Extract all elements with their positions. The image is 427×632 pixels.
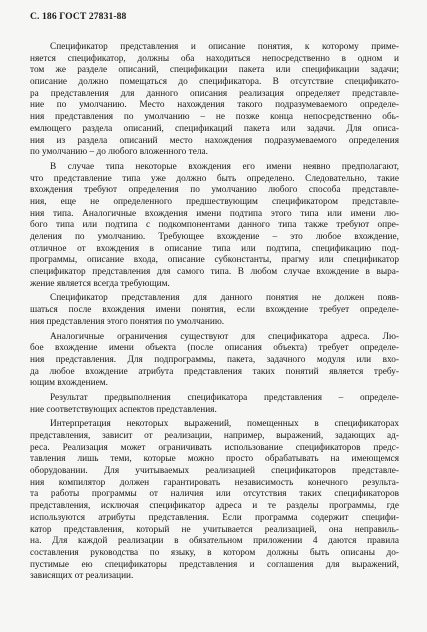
- text-line: Интерпретация некоторых выражений, помещенных в спецификаторах: [50, 419, 399, 430]
- text-line: ния, еще не определенного предшествующим спецификатором представле-: [30, 196, 399, 207]
- paragraph-3: [30, 293, 399, 328]
- text-line: да любое вхождение атрибута представления таких понятий является требу-: [30, 366, 399, 377]
- text-line: ющим вхождением.: [30, 378, 108, 389]
- text-line: Спецификатор представления для данного понятия не должен появ-: [50, 293, 399, 304]
- text-line: ние соответствующих аспектов представления.: [30, 404, 217, 415]
- paragraph-4: [30, 332, 399, 390]
- text-line: том же разделе описаний, спецификации пакета или спецификации задачи;: [30, 65, 399, 76]
- text-line: программы, описание входа, описание субконстанты, прагму или спецификатор: [30, 255, 399, 266]
- text-line: представления, зависит от реализации, например, выражений, задающих ад-: [30, 431, 399, 441]
- text-line: составления руководства по языку, в котором должны быть описаны до-: [30, 547, 399, 558]
- text-line: на. Для каждой реализации в обязательном приложении 4 даются правила: [30, 536, 399, 547]
- text-line: оборудовании. Для учитываемых реализацией спецификаторов представле-: [30, 466, 399, 477]
- text-line: вхождения требуют определения по умолчанию любого способа представле-: [30, 185, 399, 196]
- text-line: деления по умолчанию. Требующее вхождение – это любое вхождение,: [30, 232, 399, 242]
- text-line: используются атрибуты представления. Если программа содержит специфи-: [30, 512, 399, 523]
- text-line: няется спецификатор, должны оба находиться непосредственно в одном и: [30, 53, 399, 64]
- text-line: та работы программы от наличия или отсутствия таких спецификаторов: [30, 489, 399, 500]
- document-body: [30, 42, 399, 586]
- text-line: тавления лишь теми, которые можно просто обрабатывать на имеющемся: [30, 454, 399, 465]
- text-line: шаться после вхождения имени понятия, если вхождение требует определе-: [30, 305, 399, 316]
- text-line: В случае типа некоторые вхождения его имени неявно предполагают,: [50, 161, 399, 172]
- text-line: отличное от вхождения в описание типа или подтипа, спецификацию под-: [30, 243, 399, 254]
- text-line: пустимые ею спецификаторы представления и соглашения для выражений,: [30, 559, 399, 570]
- text-line: ния представления. Для подпрограммы, пакета, задачного модуля или вхо-: [30, 354, 399, 365]
- text-line: ра представления для данного описания реализация определяет представле-: [30, 88, 399, 99]
- paragraph-6: [30, 419, 399, 583]
- page-header: С. 186 ГОСТ 27831-88: [30, 11, 127, 22]
- text-line: ния из раздела описаний место нахождения подразумеваемого определения: [30, 135, 399, 146]
- text-line: ния компилятор должен гарантировать независимость конечного результа-: [30, 477, 399, 488]
- text-line: представления, исключая спецификатор адреса и те разделы программы, где: [30, 501, 399, 512]
- text-line: ния представления этого понятия по умолчанию.: [30, 316, 225, 327]
- text-line: ния представления по умолчанию – не позже конца непосредственно обь-: [30, 112, 399, 123]
- text-line: Спецификатор представления и описание понятия, к которому приме-: [50, 42, 399, 52]
- text-line: описание должно помещаться до спецификатора. В отсутствие спецификато-: [30, 77, 399, 88]
- text-line: Результат предвыполнения спецификатора представления – определе-: [50, 392, 399, 403]
- text-line: Аналогичные ограничения существуют для спецификатора адреса. Лю-: [50, 331, 399, 342]
- paragraph-2: [30, 162, 399, 291]
- text-line: реса. Реализация может ограничивать использование спецификаторов предс-: [30, 442, 399, 453]
- text-line: по умолчанию – до любого вложенного тела.: [30, 147, 208, 158]
- text-line: спецификатор представления для самого типа. В любом случае вхождение в выра-: [30, 267, 399, 278]
- text-line: катор представления, который не учитывается реализацией, она неправиль-: [30, 524, 399, 535]
- text-line: жение является всегда требующим.: [30, 278, 170, 289]
- text-line: ние по умолчанию. Место нахождения такого подразумеваемого определе-: [30, 100, 399, 111]
- paragraph-5: [30, 393, 399, 416]
- text-line: что представление типа уже должно быть определено. Следовательно, такие: [30, 173, 399, 184]
- text-line: бое вхождение имени объекта (после описания объекта) требует определе-: [30, 343, 399, 354]
- text-line: зависящих от реализации.: [30, 571, 134, 582]
- text-line: бого типа или подтипа с подкомпонентами данного типа также требуют опре-: [30, 220, 399, 231]
- text-line: емлющего раздела описаний, спецификаций пакета или задачи. Для описа-: [30, 123, 399, 134]
- text-line: ния типа. Аналогичные вхождения имени подтипа этого типа или имени лю-: [30, 208, 399, 219]
- paragraph-1: [30, 42, 399, 159]
